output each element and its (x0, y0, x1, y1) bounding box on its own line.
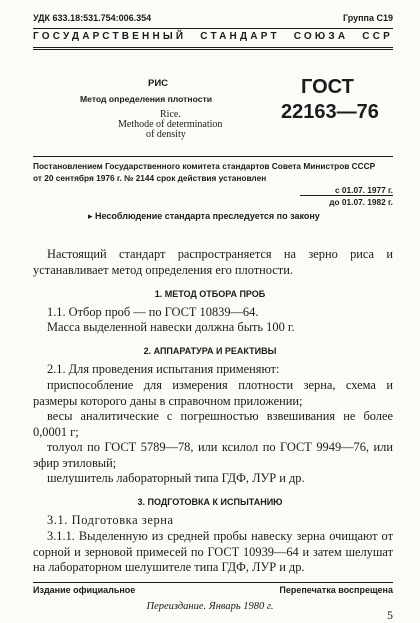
page-number: 5 (387, 608, 393, 622)
intro-paragraph: Настоящий стандарт распространяется на зерно риса и устанавливает метод определения его плотности. (33, 247, 393, 277)
decree-line-2: от 20 сентября 1976 г. № 2144 срок действия установлен (33, 173, 267, 183)
title-en-line-1: Rice. (160, 109, 181, 120)
section-3-item-1: 3.1.1. Выделенную из средней пробы навеску зерна очищают от сорной и зерновой примесей по ГОСТ 10939—64 и затем шелушат на лабораторном шелушителе типа ГДФ, ЛУР и др. (33, 529, 393, 574)
section-2-heading: 2. АППАРАТУРА И РЕАКТИВЫ (143, 346, 277, 356)
title-en-line-2: Methode of determination (118, 119, 223, 130)
decree-line-1: Постановлением Государственного комитета стандартов Совета Министров СССР (33, 161, 376, 171)
validity-from: с 01.07. 1977 г. (335, 185, 393, 195)
section-2-item-4: толуол по ГОСТ 5789—78, или ксилол по ГОСТ 9949—76, или эфир этиловый; (33, 440, 393, 470)
section-1-item-1: 1.1. Отбор проб — по ГОСТ 10839—64. (47, 305, 259, 319)
subtitle-ru: Метод определения плотности (80, 94, 212, 104)
title-ru: РИС (148, 78, 169, 89)
law-warning (88, 211, 320, 222)
section-1-heading: 1. МЕТОД ОТБОРА ПРОБ (154, 289, 266, 299)
header-rule-bottom-2 (33, 49, 393, 50)
validity-underline (300, 195, 393, 196)
reissue-note: Переиздание. Январь 1980 г. (146, 601, 274, 612)
section-2-item-3: весы аналитические с погрешностью взвешивания не более 0,0001 г; (33, 409, 393, 439)
standard-banner: ГОСУДАРСТВЕННЫЙ СТАНДАРТ СОЮЗА ССР (33, 31, 393, 42)
title-en-line-3: of density (146, 129, 186, 140)
official-edition: Издание официальное (33, 585, 136, 595)
header-rule-bottom (33, 47, 393, 48)
gost-label: ГОСТ (301, 76, 354, 98)
section-3-heading: 3. ПОДГОТОВКА К ИСПЫТАНИЮ (137, 497, 283, 507)
section-3-subheading: 3.1. Подготовка зерна (47, 513, 174, 527)
section-2-item-2: приспособление для измерения плотности зерна, схема и размеры которого даны в справочном приложении; (33, 378, 393, 408)
bullet-icon: ▸ (88, 211, 96, 221)
title-rule (33, 156, 393, 157)
group-code: Группа С19 (342, 13, 393, 23)
law-warning-text: Несоблюдение стандарта преследуется по закону (95, 211, 320, 221)
footer-rule (33, 582, 393, 583)
section-1-item-2: Масса выделенной навески должна быть 100 г. (47, 320, 295, 334)
header-rule-top (33, 28, 393, 29)
validity-to: до 01.07. 1982 г. (329, 197, 393, 207)
section-2-item-5: шелушитель лабораторный типа ГДФ, ЛУР и др. (47, 471, 305, 485)
reprint-prohibited: Перепечатка воспрещена (279, 585, 393, 595)
gost-number: 22163—76 (281, 101, 379, 123)
section-2-item-1: 2.1. Для проведения испытания применяют: (47, 362, 280, 376)
udc-code: УДК 633.18:531.754:006.354 (33, 13, 152, 23)
